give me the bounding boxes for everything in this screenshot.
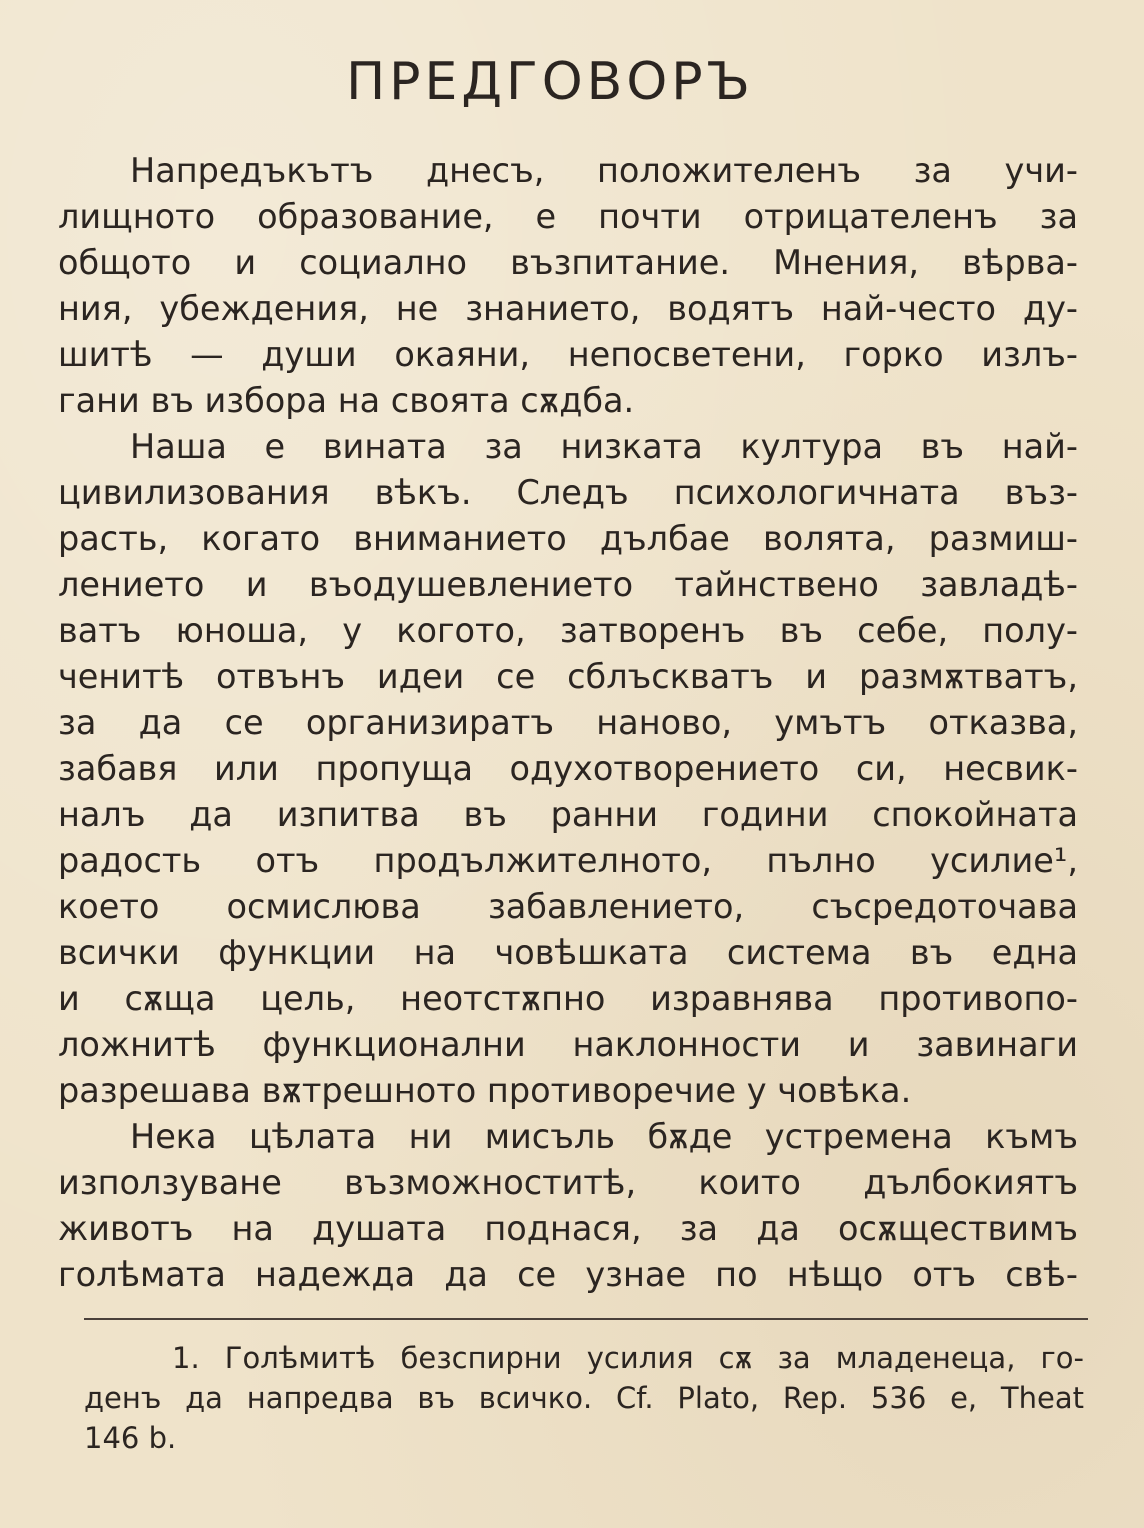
footnote-divider [84,1318,1088,1320]
text-line: радость отъ продължителното, пълно усилие¹, [58,841,1078,880]
footnote-line: 146 b. [84,1421,177,1455]
text-line: цивилизования вѣкъ. Следъ психологичната въз- [58,473,1078,512]
text-line: Наша е вината за низката култура въ най- [130,427,1078,466]
preface-text [58,148,1078,1298]
text-line: ченитѣ отвънъ идеи се сблъскватъ и размѫтватъ, [58,657,1078,696]
text-line: Нека цѣлата ни мисъль бѫде устремена къмъ [130,1117,1078,1156]
text-line: и сѫща цель, неотстѫпно изравнява противопо- [58,979,1078,1018]
text-line: Напредъкътъ днесъ, положителенъ за учи- [130,151,1078,190]
text-line: забавя или пропуща одухотворението си, несвик- [58,749,1078,788]
footnote-line: 1. Голѣмитѣ безспирни усилия сѫ за младенеца, го- [172,1341,1084,1375]
text-line: което осмислюва забавлението, съсредоточава [58,887,1078,926]
text-line: общото и социално възпитание. Мнения, вѣрва- [58,243,1078,282]
text-line: всички функции на човѣшката система въ една [58,933,1078,972]
text-line: ватъ юноша, у когото, затворенъ въ себе, полу- [58,611,1078,650]
text-line: животъ на душата поднася, за да осѫществимъ [58,1209,1078,1248]
text-line: използуване възможноститѣ, които дълбокиятъ [58,1163,1078,1202]
page-title: ПРЕДГОВОРЪ [346,52,754,112]
text-line: лищното образование, е почти отрицателенъ за [58,197,1078,236]
footnote [84,1338,1084,1458]
text-line: ния, убеждения, не знанието, водятъ най-често ду- [58,289,1078,328]
text-line: голѣмата надежда да се узнае по нѣщо отъ свѣ- [58,1255,1078,1294]
text-line: лението и въодушевлението тайнствено завладѣ- [58,565,1078,604]
text-line: за да се организиратъ наново, умътъ отказва, [58,703,1078,742]
text-line: разрешава вѫтрешното противоречие у човѣка. [58,1071,912,1110]
text-line: расть, когато вниманието дълбае волята, размиш- [58,519,1078,558]
text-line: ложнитѣ функционални наклонности и завинаги [58,1025,1078,1064]
text-line: гани въ избора на своята сѫдба. [58,381,635,420]
footnote-line: денъ да напредва въ всичко. Cf. Plato, Rep. 536 e, Theat [84,1381,1084,1415]
text-line: налъ да изпитва въ ранни години спокойната [58,795,1078,834]
text-line: шитѣ — души окаяни, непосветени, горко излъ- [58,335,1078,374]
